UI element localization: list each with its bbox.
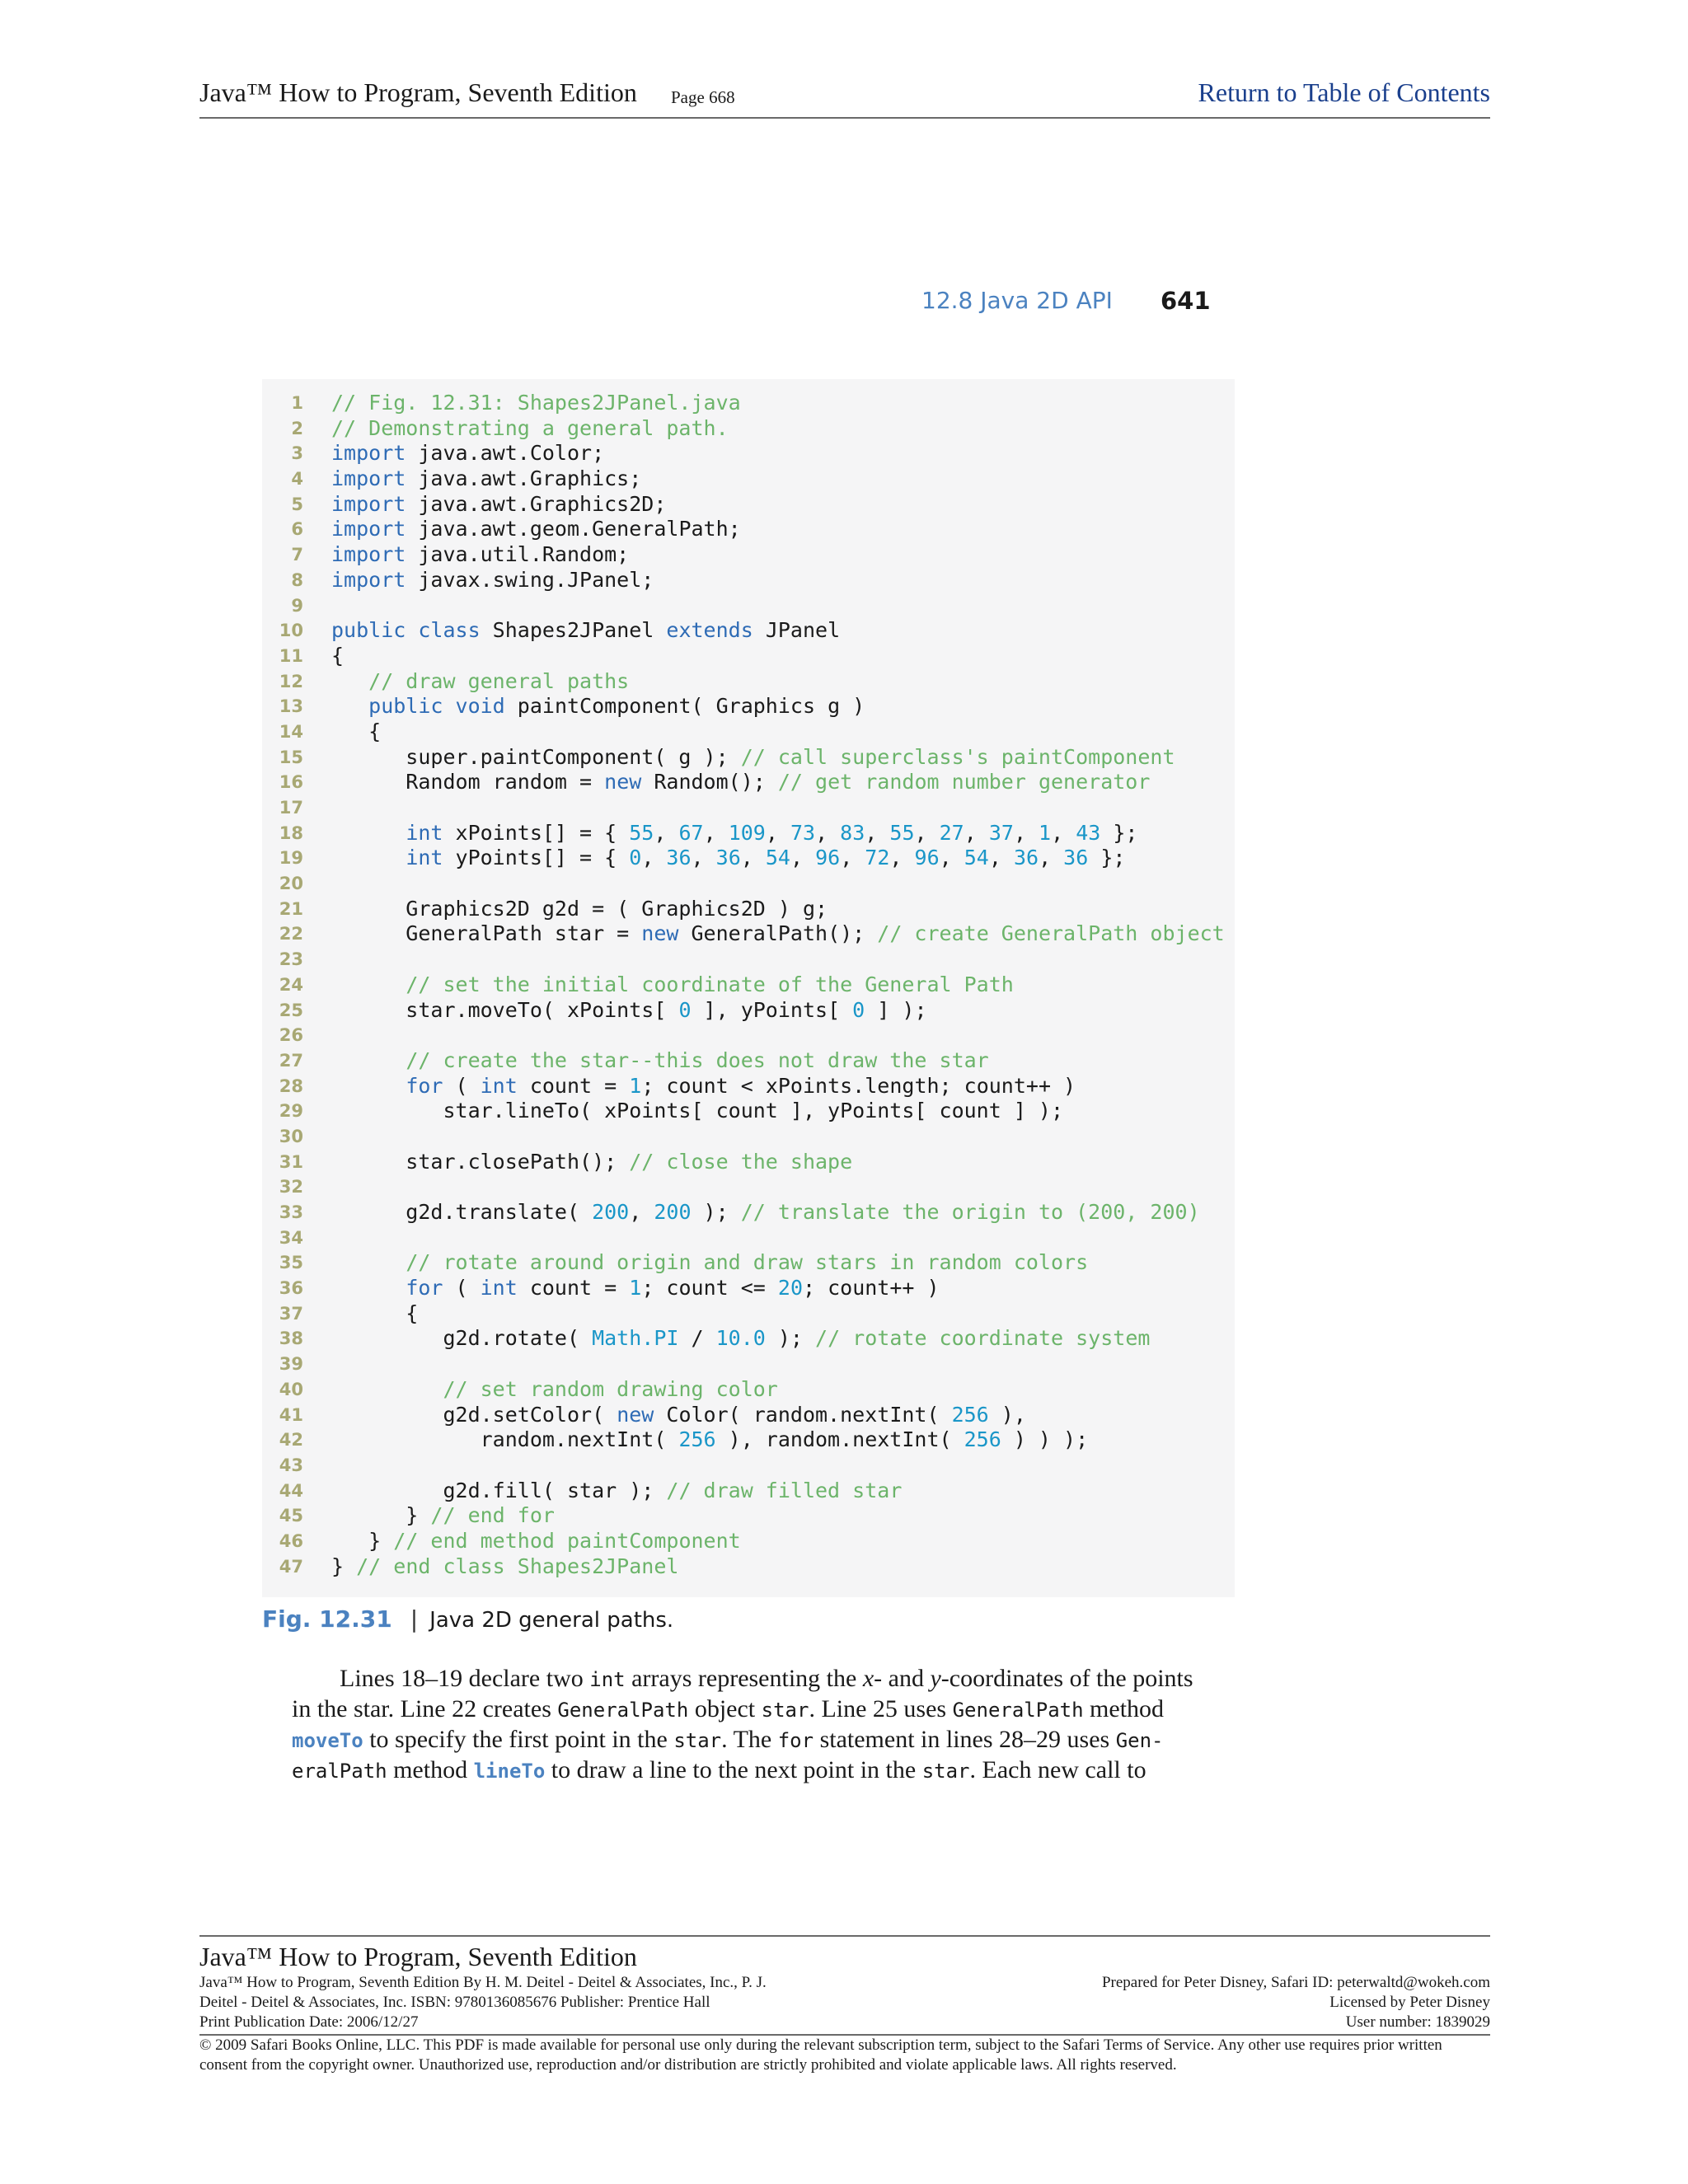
code-token: Math.PI: [592, 1326, 679, 1351]
code-text: [331, 1099, 1063, 1124]
code-token: Graphics2D g2d = ( Graphics2D ) g;: [331, 896, 828, 921]
code-token: 55: [629, 820, 654, 845]
code-token: ; count++ ): [803, 1276, 940, 1301]
figure-number: Fig. 12.31: [262, 1605, 392, 1633]
code-text: [331, 492, 666, 518]
line-number: 11: [279, 645, 303, 666]
inline-code: GeneralPath: [557, 1699, 689, 1722]
code-token: count =: [517, 1073, 630, 1098]
code-token: 20: [777, 1276, 803, 1301]
code-text: [331, 416, 729, 442]
code-text: [331, 770, 1150, 795]
code-token: ,: [865, 820, 890, 845]
code-text: [331, 1403, 1026, 1428]
paragraph-text: statement in lines 28–29 uses: [814, 1726, 1116, 1753]
code-token: 256: [678, 1427, 716, 1452]
code-token: yPoints[] = {: [443, 846, 630, 870]
code-token: 200: [654, 1200, 692, 1224]
code-text: [331, 1503, 555, 1529]
code-token: // call superclass's paintComponent: [740, 744, 1175, 769]
code-token: ), random.nextInt(: [715, 1427, 964, 1452]
code-token: // close the shape: [629, 1149, 853, 1174]
code-token: // draw filled star: [666, 1478, 903, 1502]
code-token: {: [331, 719, 382, 743]
code-token: /: [678, 1326, 716, 1351]
paragraph-text: Lines 18–19 declare two: [340, 1665, 590, 1692]
code-token: ; count <=: [641, 1276, 778, 1301]
code-token: ,: [790, 846, 816, 870]
code-token: [331, 669, 368, 693]
code-text: [331, 1529, 741, 1554]
code-token: public void: [368, 694, 505, 719]
code-token: ,: [1039, 846, 1064, 870]
code-token: ,: [964, 820, 989, 845]
line-number: 14: [279, 721, 303, 742]
line-number: 21: [279, 898, 303, 919]
code-token: java.awt.geom.GeneralPath;: [406, 517, 741, 541]
copyright-notice: © 2009 Safari Books Online, LLC. This PDF is made available for personal use only during the relevant subscription term, subject to the Safari Terms of Service. Any other use requires prior written consent from the copyright owner. Unauthorized use, reproduction and/or distribution are strictly prohibited and violate applicable laws. All rights reserved.: [199, 2036, 1442, 2074]
code-token: // end class Shapes2JPanel: [356, 1554, 679, 1578]
footer-right-text: Licensed by Peter Disney: [1329, 1994, 1490, 2011]
paragraph-text: x: [862, 1665, 874, 1692]
line-number: 44: [279, 1480, 303, 1501]
code-token: 1: [1039, 820, 1052, 845]
code-token: 54: [964, 846, 989, 870]
line-number: 43: [279, 1455, 303, 1475]
code-token: ,: [1013, 820, 1039, 845]
code-text: [331, 1074, 1076, 1099]
code-token: }: [331, 1528, 394, 1553]
paragraph-text: arrays representing the: [625, 1665, 863, 1692]
code-token: int: [406, 820, 443, 845]
code-token: ,: [691, 846, 716, 870]
code-token: JPanel: [753, 618, 841, 643]
code-token: ,: [889, 846, 915, 870]
code-token: java.util.Random;: [406, 542, 630, 567]
code-token: public class: [331, 618, 481, 643]
code-text: [331, 466, 641, 492]
code-token: GeneralPath();: [678, 921, 878, 946]
pdf-page-number: Page 668: [671, 87, 735, 107]
code-token: new: [617, 1402, 654, 1427]
code-token: import: [331, 466, 406, 491]
code-token: Random();: [641, 770, 778, 794]
line-number: 12: [279, 671, 303, 691]
code-token: 73: [790, 820, 816, 845]
code-text: [331, 1326, 1150, 1352]
code-token: g2d.translate(: [331, 1200, 593, 1224]
code-token: (: [443, 1073, 481, 1098]
line-number: 3: [291, 443, 303, 464]
code-token: import: [331, 517, 406, 541]
paragraph-text: - and: [874, 1665, 931, 1692]
code-token: 1: [629, 1073, 642, 1098]
inline-code: eralPath: [292, 1760, 387, 1783]
code-token: star.moveTo( xPoints[: [331, 997, 679, 1022]
code-token: 256: [964, 1427, 1001, 1452]
code-token: Shapes2JPanel: [480, 618, 667, 643]
code-token: // create the star--this does not draw the star: [406, 1047, 989, 1072]
code-token: for: [406, 1276, 443, 1301]
code-token: // Fig. 12.31: Shapes2JPanel.java: [331, 391, 741, 415]
line-number: 18: [279, 823, 303, 843]
paragraph-text: to draw a line to the next point in the: [545, 1756, 922, 1783]
code-text: [331, 921, 1225, 947]
code-text: [331, 1479, 902, 1504]
code-token: // draw general paths: [368, 668, 630, 693]
paragraph-text: y: [930, 1665, 941, 1692]
line-number: 40: [279, 1379, 303, 1399]
code-token: ,: [629, 1200, 654, 1224]
inline-code: for: [777, 1729, 814, 1752]
code-text: [331, 517, 741, 542]
code-text: [331, 897, 828, 922]
code-token: star.lineTo( xPoints[ count ], yPoints[ count ] );: [331, 1099, 1064, 1123]
line-number: 10: [279, 621, 303, 641]
code-token: ,: [914, 820, 940, 845]
code-token: ,: [1051, 820, 1076, 845]
code-token: 0: [629, 846, 642, 870]
code-token: import: [331, 542, 406, 567]
code-text: [331, 1377, 778, 1403]
top-header: [199, 74, 1490, 119]
code-text: [331, 719, 381, 745]
code-token: 96: [815, 846, 841, 870]
line-number: 46: [279, 1530, 303, 1551]
code-token: [331, 1276, 406, 1300]
code-text: [331, 1276, 940, 1301]
inline-code: star: [673, 1729, 722, 1752]
code-token: (: [443, 1276, 481, 1301]
code-token: 0: [852, 997, 865, 1022]
code-token: g2d.setColor(: [331, 1402, 617, 1427]
code-token: ,: [815, 820, 841, 845]
code-token: 72: [865, 846, 890, 870]
code-token: 36: [1013, 846, 1039, 870]
code-token: [331, 846, 406, 869]
line-number: 2: [291, 418, 303, 438]
code-text: [331, 644, 344, 669]
code-token: // get random number generator: [777, 770, 1151, 794]
code-text: [331, 1427, 1088, 1453]
code-token: 36: [715, 846, 741, 870]
footer-left-text: Print Publication Date: 2006/12/27: [199, 2013, 419, 2031]
paragraph-text: . The: [721, 1726, 778, 1753]
line-number: 20: [279, 874, 303, 894]
line-number: 45: [279, 1506, 303, 1526]
paragraph-line: [292, 1755, 1205, 1785]
code-token: 256: [951, 1402, 989, 1427]
code-token: java.awt.Graphics2D;: [406, 491, 667, 516]
code-token: ,: [765, 820, 790, 845]
line-number: 23: [279, 949, 303, 970]
code-token: };: [1088, 846, 1126, 870]
line-number: 37: [279, 1303, 303, 1324]
code-token: xPoints[] = {: [443, 820, 630, 845]
book-title: Java™ How to Program, Seventh Edition: [199, 77, 637, 107]
inline-code: lineTo: [473, 1760, 546, 1783]
code-token: Random random =: [331, 770, 605, 794]
code-token: int: [480, 1276, 518, 1301]
code-token: ] );: [865, 997, 927, 1022]
line-number: 15: [279, 747, 303, 767]
paragraph-line: [292, 1663, 1205, 1694]
line-number: 32: [279, 1177, 303, 1197]
footer-right-text: User number: 1839029: [1345, 2013, 1490, 2031]
code-token: 27: [939, 820, 964, 845]
code-token: new: [641, 921, 679, 946]
code-token: Color( random.nextInt(: [654, 1402, 952, 1427]
code-token: javax.swing.JPanel;: [406, 567, 654, 592]
code-token: new: [604, 770, 642, 794]
line-number: 42: [279, 1430, 303, 1451]
code-token: 1: [629, 1276, 642, 1301]
code-token: java.awt.Graphics;: [406, 466, 642, 491]
code-token: ,: [641, 846, 667, 870]
line-number: 17: [279, 798, 303, 818]
line-number: 9: [291, 595, 303, 616]
code-token: g2d.fill( star );: [331, 1478, 667, 1502]
code-token: 0: [678, 997, 692, 1022]
code-text: [331, 998, 927, 1024]
code-token: ,: [939, 846, 964, 870]
line-number: 38: [279, 1329, 303, 1349]
line-number: 13: [279, 696, 303, 717]
line-number: 7: [291, 545, 303, 565]
code-token: );: [765, 1326, 816, 1351]
line-number: 33: [279, 1202, 303, 1222]
code-token: };: [1100, 820, 1138, 845]
code-token: );: [691, 1200, 741, 1224]
code-token: 43: [1076, 820, 1101, 845]
code-text: [331, 1150, 852, 1175]
inline-code: GeneralPath: [952, 1699, 1084, 1722]
code-token: paintComponent( Graphics g ): [504, 694, 865, 719]
footer-right-text: Prepared for Peter Disney, Safari ID: peterwaltd@wokeh.com: [1101, 1974, 1490, 1991]
figure-caption: [262, 1605, 673, 1638]
footer-row: [199, 2013, 1490, 2032]
code-token: ,: [840, 846, 865, 870]
code-token: java.awt.Color;: [406, 441, 605, 466]
inline-code: star: [921, 1760, 970, 1783]
footer-left-text: Java™ How to Program, Seventh Edition By H. M. Deitel - Deitel & Associates, Inc., P. J.: [199, 1974, 767, 1991]
code-token: ,: [740, 846, 766, 870]
footer: [199, 1935, 1490, 2075]
body-paragraph: [292, 1663, 1205, 1785]
running-head: [907, 287, 1211, 320]
code-token: [331, 1250, 406, 1274]
line-number: 29: [279, 1101, 303, 1122]
code-token: 36: [666, 846, 692, 870]
figure-description: Java 2D general paths.: [429, 1608, 674, 1633]
paragraph-text: method: [387, 1756, 474, 1783]
line-number: 22: [279, 924, 303, 944]
caption-separator: |: [410, 1605, 419, 1633]
code-token: // Demonstrating a general path.: [331, 415, 729, 440]
code-token: // end method paintComponent: [393, 1528, 741, 1553]
code-token: 200: [592, 1200, 630, 1224]
code-text: [331, 441, 604, 466]
code-token: extends: [666, 618, 753, 643]
inline-code: star: [761, 1699, 809, 1722]
code-token: int: [480, 1073, 518, 1098]
code-text: [331, 1301, 418, 1327]
footer-rows: [199, 1973, 1490, 2032]
code-token: [331, 1377, 443, 1401]
paragraph-line: [292, 1724, 1205, 1755]
code-text: [331, 972, 1014, 998]
code-token: [331, 1074, 406, 1098]
code-token: // end for: [430, 1503, 555, 1528]
code-token: {: [331, 643, 345, 668]
code-token: ; count < xPoints.length; count++ ): [641, 1073, 1076, 1098]
code-text: [331, 618, 840, 644]
code-token: ),: [988, 1402, 1026, 1427]
code-text: [331, 542, 629, 568]
code-token: }: [331, 1503, 431, 1528]
code-token: 37: [988, 820, 1014, 845]
code-text: [331, 1200, 1200, 1226]
paragraph-text: -coordinates of the points: [940, 1665, 1193, 1692]
code-token: 54: [765, 846, 790, 870]
line-number: 30: [279, 1126, 303, 1146]
code-text: [331, 568, 654, 593]
code-token: import: [331, 441, 406, 466]
code-token: ,: [988, 846, 1014, 870]
line-number: 27: [279, 1050, 303, 1071]
paragraph-text: . Each new call to: [969, 1756, 1146, 1783]
line-number: 34: [279, 1227, 303, 1248]
code-token: // rotate coordinate system: [815, 1326, 1151, 1351]
code-token: // rotate around origin and draw stars in random colors: [406, 1250, 1089, 1275]
paragraph-text: method: [1083, 1695, 1165, 1722]
code-token: 96: [914, 846, 940, 870]
code-token: 109: [728, 820, 766, 845]
code-text: [331, 1554, 678, 1580]
footer-row: [199, 1973, 1490, 1993]
code-text: [331, 846, 1125, 871]
code-token: [331, 972, 406, 996]
line-number: 4: [291, 469, 303, 490]
code-token: 36: [1063, 846, 1089, 870]
code-token: ,: [703, 820, 729, 845]
book-page-number: 641: [1160, 287, 1211, 315]
code-token: [331, 821, 406, 845]
line-number: 19: [279, 848, 303, 869]
code-token: 83: [840, 820, 865, 845]
line-number: 39: [279, 1354, 303, 1375]
line-number: 6: [291, 519, 303, 540]
return-to-toc-link[interactable]: Return to Table of Contents: [1198, 77, 1490, 107]
line-number: 36: [279, 1278, 303, 1299]
code-token: [331, 1048, 406, 1072]
footer-row: [199, 1993, 1490, 2013]
code-token: for: [406, 1073, 443, 1098]
inline-code: moveTo: [292, 1729, 363, 1752]
code-token: random.nextInt(: [331, 1427, 679, 1452]
code-text: [331, 1048, 989, 1074]
paragraph-text: object: [688, 1695, 762, 1722]
code-token: ], yPoints[: [691, 997, 853, 1022]
code-token: import: [331, 491, 406, 516]
code-token: ,: [654, 820, 679, 845]
code-text: [331, 669, 629, 695]
inline-code: int: [589, 1668, 626, 1691]
code-token: super.paintComponent( g );: [331, 744, 741, 769]
code-token: // set random drawing color: [443, 1376, 778, 1401]
code-token: import: [331, 567, 406, 592]
code-token: 67: [678, 820, 704, 845]
line-number: 25: [279, 1000, 303, 1020]
inline-code: Gen-: [1115, 1729, 1164, 1752]
code-token: GeneralPath star =: [331, 921, 642, 946]
code-text: [331, 1250, 1088, 1276]
line-number: 41: [279, 1404, 303, 1425]
paragraph-line: [292, 1694, 1205, 1724]
line-number: 1: [291, 393, 303, 413]
line-number: 16: [279, 772, 303, 793]
code-token: count =: [517, 1276, 630, 1301]
paragraph-text: . Line 25 uses: [809, 1695, 953, 1722]
code-text: [331, 694, 865, 719]
code-token: ) ) );: [1001, 1427, 1089, 1452]
footer-left-text: Deitel - Deitel & Associates, Inc. ISBN: 9780136085676 Publisher: Prentice Hall: [199, 1994, 710, 2011]
code-token: [331, 694, 368, 718]
code-token: // create GeneralPath object: [877, 921, 1225, 946]
code-text: [331, 821, 1137, 846]
line-number: 47: [279, 1556, 303, 1577]
paragraph-text: to specify the first point in the: [363, 1726, 674, 1753]
line-number: 5: [291, 494, 303, 514]
code-token: star.closePath();: [331, 1149, 630, 1174]
code-token: int: [406, 846, 443, 870]
paragraph-text: in the star. Line 22 creates: [292, 1695, 558, 1722]
code-token: {: [331, 1301, 419, 1325]
code-token: 10.0: [715, 1326, 766, 1351]
code-token: g2d.rotate(: [331, 1326, 593, 1351]
code-token: // set the initial coordinate of the General Path: [406, 972, 1014, 996]
line-number: 8: [291, 569, 303, 590]
line-number: 28: [279, 1076, 303, 1096]
code-token: 55: [889, 820, 915, 845]
code-text: [331, 745, 1175, 771]
code-text: [331, 391, 741, 416]
line-number: 31: [279, 1151, 303, 1172]
line-number: 26: [279, 1025, 303, 1046]
code-token: // translate the origin to (200, 200): [740, 1200, 1200, 1224]
code-token: }: [331, 1554, 357, 1578]
footer-title: Java™ How to Program, Seventh Edition: [199, 1942, 637, 1971]
code-listing: [262, 379, 1235, 1597]
line-number: 35: [279, 1253, 303, 1273]
line-number: 24: [279, 974, 303, 995]
section-label: 12.8 Java 2D API: [921, 287, 1113, 314]
